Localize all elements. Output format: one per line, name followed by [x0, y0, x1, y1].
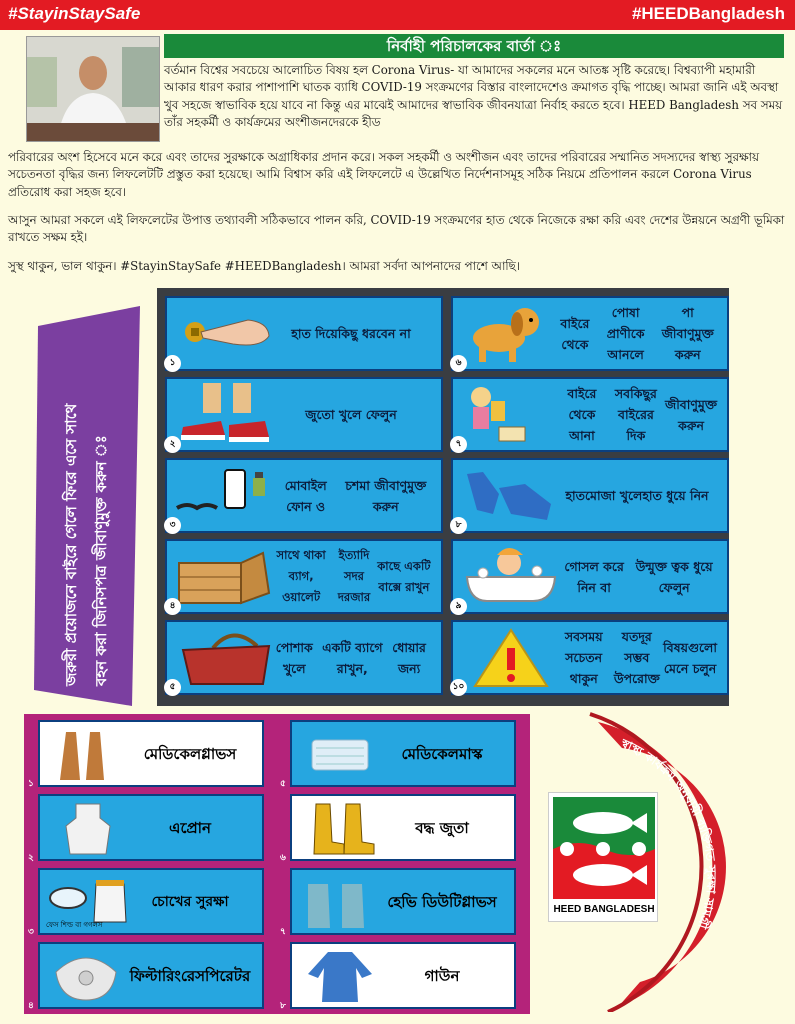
phone-spray-icon: [173, 464, 278, 527]
ppe-label: মেডিকেল মাস্ক: [401, 744, 483, 763]
message-paragraph-2: আসুন আমরা সকলে এই লিফলেটের উপাত্ত তথ্যাবলী সঠিকভাবে পালন করি, COVID-19 সংক্রমণের হাত থেকে নিজেকে রক্ষা করি এবং দেশের উন্নয়নে অগ্রণী ভূমিকা রাখতে সক্ষম হই।: [8, 213, 785, 245]
arc-text: স্বাস্থ্য কার্যক্রম অনুযায়ী ব্যক্তিগত সুরক্ষা সামগ্রী: [619, 736, 719, 931]
ppe-panel: [24, 714, 530, 1014]
apron-icon: [46, 800, 130, 856]
instruction-text: গোসল করে নিন বা উন্মুক্ত ত্বক ধুয়ে ফেলুন: [564, 558, 713, 595]
ppe-number: ১: [28, 779, 34, 789]
side-banner-line-2: বহন করা জিনিসপত্র জীবাণুমুক্ত করুন ঃ: [92, 435, 110, 686]
wooden-box-icon: [173, 545, 278, 608]
instruction-tile: [165, 377, 443, 452]
ppe-label: মেডিকেল গ্লাভস: [143, 744, 237, 763]
ppe-label: এপ্রোন: [169, 818, 211, 837]
hand-door-icon: [173, 302, 278, 365]
instruction-number: ১: [164, 355, 181, 372]
instruction-text: হাত দিয়ে কিছু ধরবেন না: [291, 326, 411, 341]
ppe-tile: [38, 720, 264, 787]
heavy-gloves-icon: [298, 874, 382, 930]
ppe-label: ফিল্টারিং রেসপিরেটর: [129, 966, 251, 985]
message-paragraph-3: সুস্থ থাকুন, ভাল থাকুন। #StayinStaySafe #HEEDBangladesh। আমরা সর্বদা আপনাদের পাশে আছি।: [8, 259, 520, 273]
fish-logo-icon: [549, 793, 659, 903]
instruction-tile: [451, 458, 729, 533]
gloves-icon: [459, 464, 564, 527]
ppe-label: চোখের সুরক্ষা: [151, 893, 229, 910]
instruction-tile: [165, 620, 443, 695]
instruction-tile: [165, 296, 443, 371]
ppe-tile: [38, 794, 264, 861]
instruction-text: জুতো খুলে ফেলুন: [305, 407, 397, 422]
logo-text: HEED BANGLADESH: [553, 904, 655, 915]
heed-bangladesh-hashtag: #HEEDBangladesh: [631, 4, 785, 23]
respirator-icon: [46, 948, 130, 1004]
ppe-tile: [38, 942, 264, 1009]
instruction-number: ১০: [450, 679, 467, 696]
ppe-tile: [290, 720, 516, 787]
instruction-tile: [451, 296, 729, 371]
bathtub-icon: [459, 545, 564, 608]
surgical-mask-icon: [298, 726, 382, 782]
laundry-basket-icon: [173, 626, 278, 689]
message-title: নির্বাহী পরিচালকের বার্তা ঃ: [164, 34, 784, 58]
instruction-tile: [165, 539, 443, 614]
instruction-number: ৪: [164, 598, 181, 615]
girl-cleaning-icon: [459, 383, 564, 446]
ppe-sublabel: ফেস শিল্ড বা গগলস: [46, 921, 103, 929]
ppe-tile: [290, 794, 516, 861]
ppe-number: ৮: [280, 1001, 286, 1011]
ppe-number: ৭: [280, 927, 286, 937]
message-paragraph-1: বর্তমান বিশ্বের সবচেয়ে আলোচিত বিষয় হল Corona Virus- যা আমাদের সকলের মনে আতঙ্ক সৃষ্টি করেছে। বিশ্বব্যাপী মহামারী আকার ধারণ করার পাশাপাশি ঘাতক ব্যাধি COVID-19 সংক্রমণের বিস্তার বাংলাদেশেও ক্রমাগত বৃদ্ধি পাচ্ছে। আমরা জানি এই অবস্থা খুব সহজে স্বাভাবিক হয়ে যাবে না কিন্তু এর মাঝেই আমাদের স্বাভাবিক জীবনযাত্রা নির্বাহ করতে হবে। HEED Bangladesh সব সময় তাঁর সহকর্মী ও কার্যক্রমের অংশীজনদেরকে হীড: [164, 63, 783, 129]
instruction-tile: [165, 458, 443, 533]
instruction-number: ৮: [450, 517, 467, 534]
ppe-number: ২: [28, 853, 34, 863]
instruction-text: হাতমোজা খুলে হাত ধুয়ে নিন: [565, 488, 709, 503]
side-banner: [28, 306, 146, 706]
instruction-number: ৯: [450, 598, 467, 615]
instruction-text: সবসময় সচেতন থাকুন যতদূর সম্ভব উপরোক্ত বিষয়গুলো মেনে চলুন: [564, 629, 717, 686]
ppe-label: গাউন: [424, 966, 460, 985]
puppy-icon: [459, 302, 564, 365]
ppe-number: ৩: [28, 927, 34, 937]
ppe-tile: [38, 868, 264, 935]
top-banner: [0, 0, 795, 30]
instructions-panel: [157, 288, 729, 706]
heed-logo: [548, 792, 658, 922]
boots-icon: [298, 800, 382, 856]
ppe-tile: [290, 868, 516, 935]
instruction-text: পোশাক খুলে একটি ব্যাগে রাখুন, ধোয়ার জন্য: [275, 639, 426, 676]
gown-icon: [298, 948, 382, 1004]
instruction-tile: [451, 620, 729, 695]
message-paragraph-1-cont: পরিবারের অংশ হিসেবে মনে করে এবং তাদের সুরক্ষাকে অগ্রাধিকার প্রদান করে। সকল সহকর্মী ও অংশীজন এবং তাদের পরিবারের সম্মানিত সদস্যদের স্বাস্থ্য সুরক্ষায় সচেতনতা বৃদ্ধির জন্য লিফলেটটি প্রস্তুত করা হয়েছে। আমি বিশ্বাস করি এই লিফলেটে এ উল্লেখিত নির্দেশনাসমূহ সঠিক নিয়মে প্রতিপালন করলে Corona Virus প্রতিরোধ করা সহজ হবে।: [8, 150, 759, 199]
instruction-number: ২: [164, 436, 181, 453]
instruction-tile: [451, 377, 729, 452]
director-photo: [26, 36, 160, 142]
ppe-label: হেভি ডিউটি গ্লাভস: [387, 892, 497, 911]
stayin-staysafe-hashtag: #StayinStaySafe: [8, 4, 141, 23]
side-banner-line-1: জরুরী প্রয়োজনে বাইরে গেলে ফিরে এসে সাথে: [62, 403, 80, 686]
instruction-number: ৫: [164, 679, 181, 696]
ppe-number: ৬: [280, 853, 286, 863]
instruction-text: মোবাইল ফোন ও চশমা জীবাণুমুক্ত করুন: [284, 477, 427, 514]
warning-icon: [459, 626, 564, 689]
instruction-text: বাইরে থেকে পোষা প্রাণীকে আনলে পা জীবাণুমুক্ত করুন: [560, 305, 714, 362]
instruction-text: সাথে থাকা ব্যাগ, ওয়ালেট ইত্যাদি সদর দরজার কাছে একটি বাক্সে রাখুন: [276, 548, 431, 604]
ppe-number: ৫: [280, 779, 286, 789]
ppe-number: ৪: [28, 1001, 34, 1011]
shoes-icon: [173, 383, 278, 446]
ppe-label: বদ্ধ জুতা: [415, 818, 469, 837]
instruction-tile: [451, 539, 729, 614]
instruction-number: ৬: [450, 355, 467, 372]
instruction-number: ৩: [164, 517, 181, 534]
instruction-text: বাইরে থেকে আনা সবকিছুর বাইরের দিক জীবাণুমুক্ত করুন: [567, 386, 717, 443]
instruction-number: ৭: [450, 436, 467, 453]
medical-gloves-icon: [46, 726, 130, 782]
ppe-tile: [290, 942, 516, 1009]
